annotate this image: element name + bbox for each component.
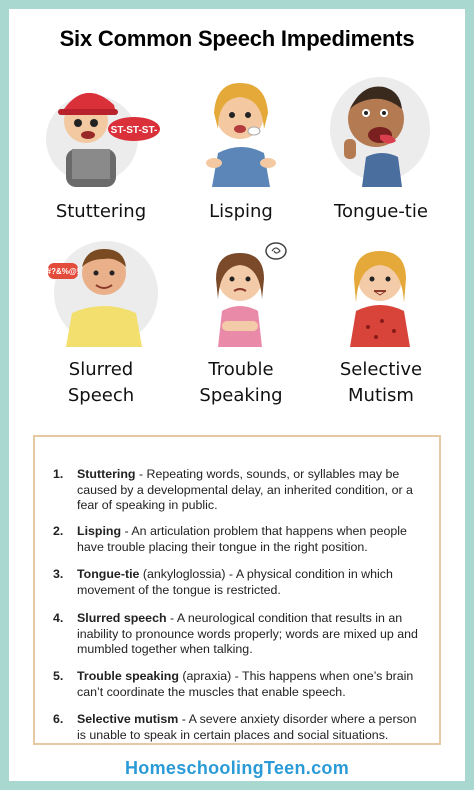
- tile-slurred-speech: [31, 237, 171, 409]
- infographic-panel: [9, 9, 465, 781]
- definition-term: Slurred speech: [77, 611, 167, 625]
- selective-mutism-girl-illustration: [322, 237, 440, 347]
- tongue-tie-man-illustration: [322, 69, 440, 187]
- site-footer-link[interactable]: HomeschoolingTeen.com: [125, 758, 349, 778]
- definition-number: 3.: [53, 567, 64, 581]
- tile-label-slurred-speech: Slurred Speech: [67, 359, 135, 406]
- definition-text: - An articulation problem that happens when people have trouble placing their tongue in the right position.: [77, 524, 407, 554]
- definition-item: [53, 467, 425, 514]
- definition-number: 1.: [53, 467, 64, 481]
- slurred-speech-man-illustration: [42, 237, 160, 347]
- definition-term: Selective mutism: [77, 712, 179, 726]
- lisping-girl-illustration: [182, 69, 300, 187]
- tile-label-lisping: Lisping: [209, 201, 273, 222]
- definition-item: [53, 669, 425, 700]
- tile-label-stuttering: Stuttering: [55, 201, 147, 222]
- tile-label-selective-mutism: Selective Mutism: [339, 359, 423, 406]
- definition-text: (apraxia) - This happens when one’s brain can’t coordinate the muscles that enable speech.: [77, 669, 414, 699]
- definition-number: 5.: [53, 669, 64, 683]
- definition-text: - A severe anxiety disorder where a person is unable to speak in certain places and social situations.: [77, 712, 417, 742]
- tile-tongue-tie: [311, 69, 451, 225]
- definition-text: - Repeating words, sounds, or syllables may be caused by a developmental delay, an inherited condition, or a fear of speaking in public.: [77, 467, 413, 512]
- definition-term: Stuttering: [77, 467, 136, 481]
- definitions-box: [33, 435, 441, 745]
- stutter-bubble-text: ST-ST-ST-: [110, 125, 158, 136]
- definition-number: 4.: [53, 611, 64, 625]
- trouble-speaking-girl-illustration: [182, 237, 300, 347]
- definition-item: [53, 611, 425, 658]
- tile-lisping: [171, 69, 311, 225]
- definition-text: - A neurological condition that results in an inability to pronounce words properly; words are mixed up and mumbled together when talking.: [77, 611, 418, 656]
- definition-text: (ankyloglossia) - A physical condition in which movement of the tongue is restricted.: [77, 567, 393, 597]
- tile-label-trouble-speaking: Trouble Speaking: [199, 359, 283, 406]
- definition-term: Lisping: [77, 524, 122, 538]
- tile-stuttering: [31, 69, 171, 225]
- definition-term: Tongue-tie: [77, 567, 140, 581]
- tile-selective-mutism: [311, 237, 451, 409]
- tile-trouble-speaking: [171, 237, 311, 409]
- definition-item: [53, 524, 425, 555]
- definition-number: 2.: [53, 524, 64, 538]
- tile-label-tongue-tie: Tongue-tie: [334, 201, 428, 222]
- page-title: Six Common Speech Impediments: [59, 26, 415, 51]
- slurred-bubble-text: #?&%@!: [46, 267, 80, 276]
- definition-item: [53, 712, 425, 743]
- definition-number: 6.: [53, 712, 64, 726]
- definition-term: Trouble speaking: [77, 669, 179, 683]
- definition-item: [53, 567, 425, 598]
- stuttering-boy-illustration: [42, 69, 160, 187]
